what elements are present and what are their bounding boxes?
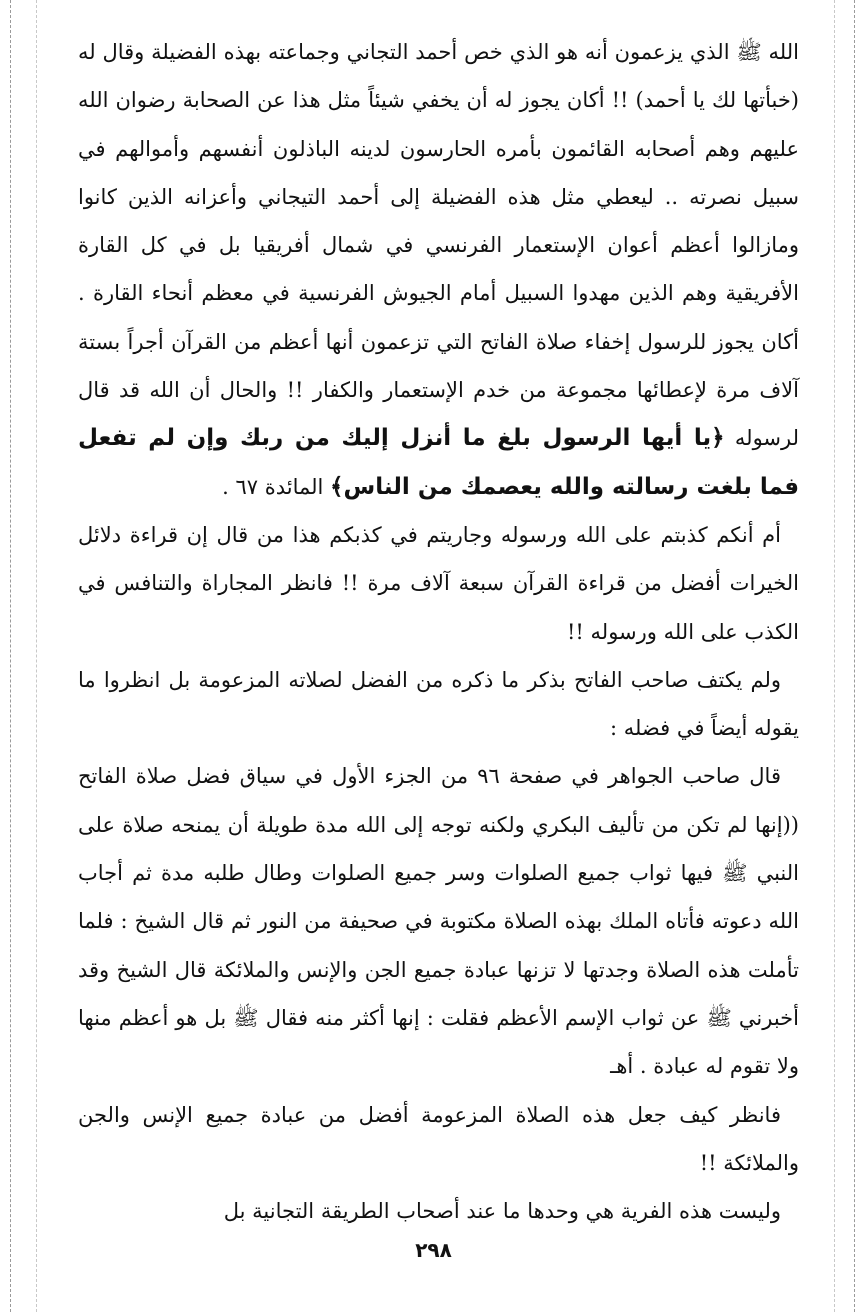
paragraph-4: قال صاحب الجواهر في صفحة ٩٦ من الجزء الأول في سياق فضل صلاة الفاتح ((إنها لم تكن من تأليف البكري ولكنه توجه إلى الله مدة طويلة أن يمنحه صلاة على النبي ﷺ فيها ثواب جميع الصلوات وسر جميع الصلوات وطال طلبه مدة ثم أجاب الله دعوته فأتاه الملك بهذه الصلاة مكتوبة في صحيفة من النور ثم قال الشيخ : فلما تأملت هذه الصلاة وجدتها لا تزنها عبادة جميع الجن والإنس والملائكة قال الشيخ وقد أخبرني ﷺ عن ثواب الإسم الأعظم فقلت : إنها أكثر منه فقال ﷺ بل هو أعظم منها ولا تقوم له عبادة . أهـ — [78, 764, 799, 1079]
quran-verse-quote: ﴿يا أيها الرسول بلغ ما أنزل إليك من ربك وإن لم تفعل فما بلغت رسالته والله يعصمك من الناس﴾ — [78, 425, 799, 500]
page-number: ٢٩٨ — [415, 1238, 452, 1262]
verse-citation: المائدة ٦٧ . — [222, 474, 331, 499]
scan-margin-line-right — [854, 0, 855, 1312]
scan-margin-line-left — [10, 0, 11, 1312]
paragraph-1 — [78, 28, 799, 511]
paragraph-3: ولم يكتف صاحب الفاتح بذكر ما ذكره من الفضل لصلاته المزعومة بل انظروا ما يقوله أيضاً في فضله : — [78, 667, 799, 741]
page-body — [78, 28, 799, 1235]
paragraph-5: فانظر كيف جعل هذه الصلاة المزعومة أفضل من عبادة جميع الإنس والجن والملائكة !! — [78, 1102, 799, 1175]
paragraph-2: أم أنكم كذبتم على الله ورسوله وجاريتم في كذبكم هذا من قال إن قراءة دلائل الخيرات أفضل من قراءة القرآن سبعة آلاف مرة !! فانظر المجاراة والتنافس في الكذب على الله ورسوله !! — [78, 522, 799, 644]
paragraph-6: وليست هذه الفرية هي وحدها ما عند أصحاب الطريقة التجانية بل — [223, 1199, 781, 1224]
scan-margin-line-left-inner — [36, 0, 37, 1312]
paragraph-1-text: الله ﷺ الذي يزعمون أنه هو الذي خص أحمد التجاني وجماعته بهذه الفضيلة وقال له (خبأتها لك يا أحمد) !! أكان يجوز له أن يخفي شيئاً مثل هذا عن الصحابة رضوان الله عليهم وهم أصحابه القائمون بأمره الحارسون لدينه الباذلون أنفسهم وأموالهم في سبيل نصرته .. ليعطي مثل هذه الفضيلة إلى أحمد التيجاني وأعزانه الذين كانوا ومازالوا أعظم أعوان الإستعمار الفرنسي في شمال أفريقيا بل في كل القارة الأفريقية وهم الذين مهدوا السبيل أمام الجيوش الفرنسية في معظم أنحاء القارة . أكان يجوز للرسول إخفاء صلاة الفاتح التي تزعمون أنها أعظم من القرآن أجراً بستة آلاف مرة لإعطائها مجموعة من خدم الإستعمار والكفار !! والحال أن الله قد قال لرسوله — [78, 40, 799, 451]
scan-margin-line-right-inner — [834, 0, 835, 1312]
